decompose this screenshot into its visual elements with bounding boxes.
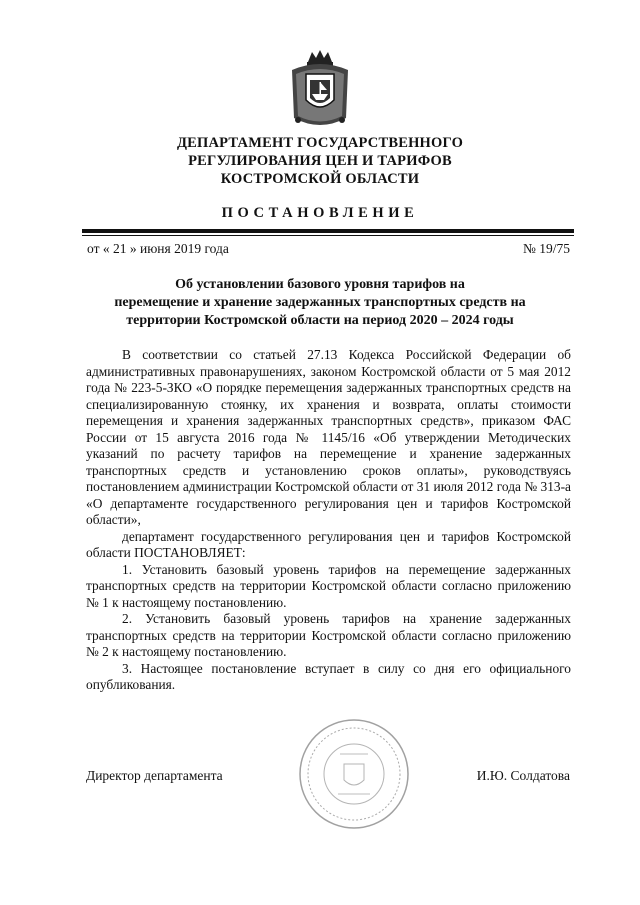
- document-type: ПОСТАНОВЛЕНИЕ: [221, 205, 419, 221]
- body-paragraph: 1. Установить базовый уровень тарифов на перемещение задержанных транспортных средств на территории Костромской области согласно приложению № 1 к настоящему постановлению.: [86, 561, 571, 610]
- official-seal-icon: [298, 718, 410, 830]
- department-line: ДЕПАРТАМЕНТ ГОСУДАРСТВЕННОГО: [176, 135, 464, 151]
- subject-line: территории Костромской области на период 2020 – 2024 годы: [126, 313, 514, 328]
- header-divider: [82, 229, 574, 233]
- body-paragraph: департамент государственного регулирования цен и тарифов Костромской области ПОСТАНОВЛЯЕТ:: [86, 528, 571, 560]
- document-date: от « 21 » июня 2019 года: [87, 241, 229, 256]
- body-paragraph: В соответствии со статьей 27.13 Кодекса Российской Федерации об административных правонарушениях, законом Костромской области от 5 мая 2012 года № 223-5-ЗКО «О порядке перемещения задержанных транспортных средств на специализированную стоянку, их хранения и возврата, оплаты стоимости перемещения и хранения задержанных транспортных средств», приказом ФАС России от 15 августа 2016 года № 1145/16 «Об утверждении Методических указаний по расчету тарифов на перемещение и хранение задержанных транспортных средств и установлению сроков оплаты», руководствуясь постановлением администрации Костромской области от 31 июля 2012 года № 313-а «О департаменте государственного регулирования цен и тарифов Костромской области»,: [86, 347, 571, 527]
- document-number: № 19/75: [522, 241, 570, 256]
- document-subject: [0, 276, 640, 330]
- department-line: РЕГУЛИРОВАНИЯ ЦЕН И ТАРИФОВ: [188, 153, 452, 169]
- header-divider-thin: [82, 235, 574, 236]
- signatory-name: И.Ю. Солдатова: [476, 768, 570, 783]
- coat-of-arms-icon: [286, 48, 354, 130]
- body-paragraph: 3. Настоящее постановление вступает в силу со дня его официального опубликования.: [86, 660, 571, 692]
- signatory-position: Директор департамента: [86, 768, 223, 783]
- subject-line: перемещение и хранение задержанных транспортных средств на: [114, 295, 526, 310]
- subject-line: Об установлении базового уровня тарифов на: [175, 277, 465, 292]
- document-body: [86, 347, 571, 694]
- department-name: [0, 134, 640, 188]
- department-line: КОСТРОМСКОЙ ОБЛАСТИ: [220, 171, 420, 187]
- body-paragraph: 2. Установить базовый уровень тарифов на хранение задержанных транспортных средств на территории Костромской области согласно приложению № 2 к настоящему постановлению.: [86, 611, 571, 659]
